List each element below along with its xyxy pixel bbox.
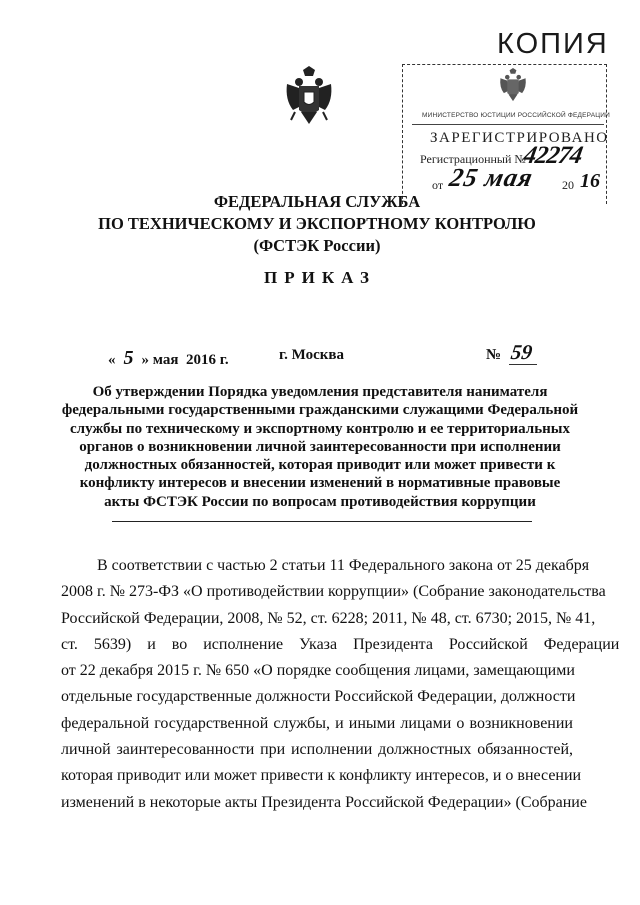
stamp-ministry-name: МИНИСТЕРСТВО ЮСТИЦИИ РОССИЙСКОЙ ФЕДЕРАЦИИ (422, 112, 611, 119)
stamp-divider (412, 124, 604, 125)
body-line: федеральной государственной службы, и иными лицами о возникновении (61, 714, 573, 732)
body-line: 2008 г. № 273-ФЗ «О противодействии коррупции» (Собрание законодательства (61, 583, 606, 601)
order-number-label: № (486, 347, 502, 363)
order-number-underline (509, 364, 537, 365)
stamp-number-label: Регистрационный № (420, 152, 526, 166)
order-subject (50, 383, 590, 511)
quote-close: » (141, 352, 149, 368)
subject-line: Об утверждении Порядка уведомления представителя нанимателя (92, 384, 548, 400)
document-type-title: ПРИКАЗ (264, 268, 376, 287)
stamp-date-value: 25 мая (447, 163, 536, 192)
body-line: изменений в некоторые акты Президента Российской Федерации» (Собрание (61, 793, 587, 811)
order-city: г. Москва (279, 347, 344, 363)
quote-open: « (108, 352, 116, 368)
body-line: которая приводит или может привести к конфликту интересов, и о внесении (61, 767, 582, 785)
stamp-year-prefix: 20 (562, 178, 574, 192)
body-line: В соответствии с частью 2 статьи 11 Федерального закона от 25 декабря (97, 557, 590, 574)
body-line: отдельные государственные должности Российской Федерации, должности (61, 688, 576, 706)
order-number-value: 59 (509, 340, 534, 364)
body-line: личной заинтересованности при исполнении должностных обязанностей, (61, 741, 573, 759)
subject-line: акты ФСТЭК России по вопросам противодействия коррупции (104, 493, 536, 510)
subject-line: конфликту интересов и внесении изменений в нормативные правовые (79, 475, 561, 492)
order-date (108, 347, 229, 370)
subject-line: федеральными государственными гражданскими служащими Федеральной (61, 402, 579, 419)
subject-line: службы по техническому и экспортному контролю и ее территориальных (70, 420, 570, 437)
body-line: Российской Федерации, 2008, № 52, ст. 6228; 2011, № 48, ст. 6730; 2015, № 41, (61, 609, 596, 627)
stamp-emblem (498, 68, 528, 108)
stamp-year-suffix: 16 (580, 170, 600, 192)
subject-divider (112, 521, 532, 522)
body-line: ст. 5639) и во исполнение Указа Президента Российской Федерации (61, 635, 620, 653)
agency-abbreviation: (ФСТЭК России) (253, 236, 381, 255)
coat-of-arms-emblem (283, 66, 335, 136)
body-line: от 22 декабря 2015 г. № 650 «О порядке сообщения лицами, замещающими (61, 662, 575, 680)
subject-line: органов о возникновении личной заинтересованности при исполнении (79, 438, 561, 455)
agency-name-line2: ПО ТЕХНИЧЕСКОМУ И ЭКСПОРТНОМУ КОНТРОЛЮ (98, 214, 536, 233)
order-month-year: мая 2016 г. (152, 352, 229, 368)
agency-name-line1: ФЕДЕРАЛЬНАЯ СЛУЖБА (213, 192, 421, 211)
subject-line: должностных обязанностей, которая приводит или может привести к (84, 457, 556, 474)
copy-stamp: КОПИЯ (497, 28, 609, 60)
stamp-date-label: от (432, 178, 444, 192)
stamp-number-value: 42274 (521, 142, 584, 169)
order-day: 5 (123, 347, 134, 369)
stamp-registered-label: ЗАРЕГИСТРИРОВАНО (430, 130, 609, 146)
order-body-paragraph (61, 553, 620, 816)
